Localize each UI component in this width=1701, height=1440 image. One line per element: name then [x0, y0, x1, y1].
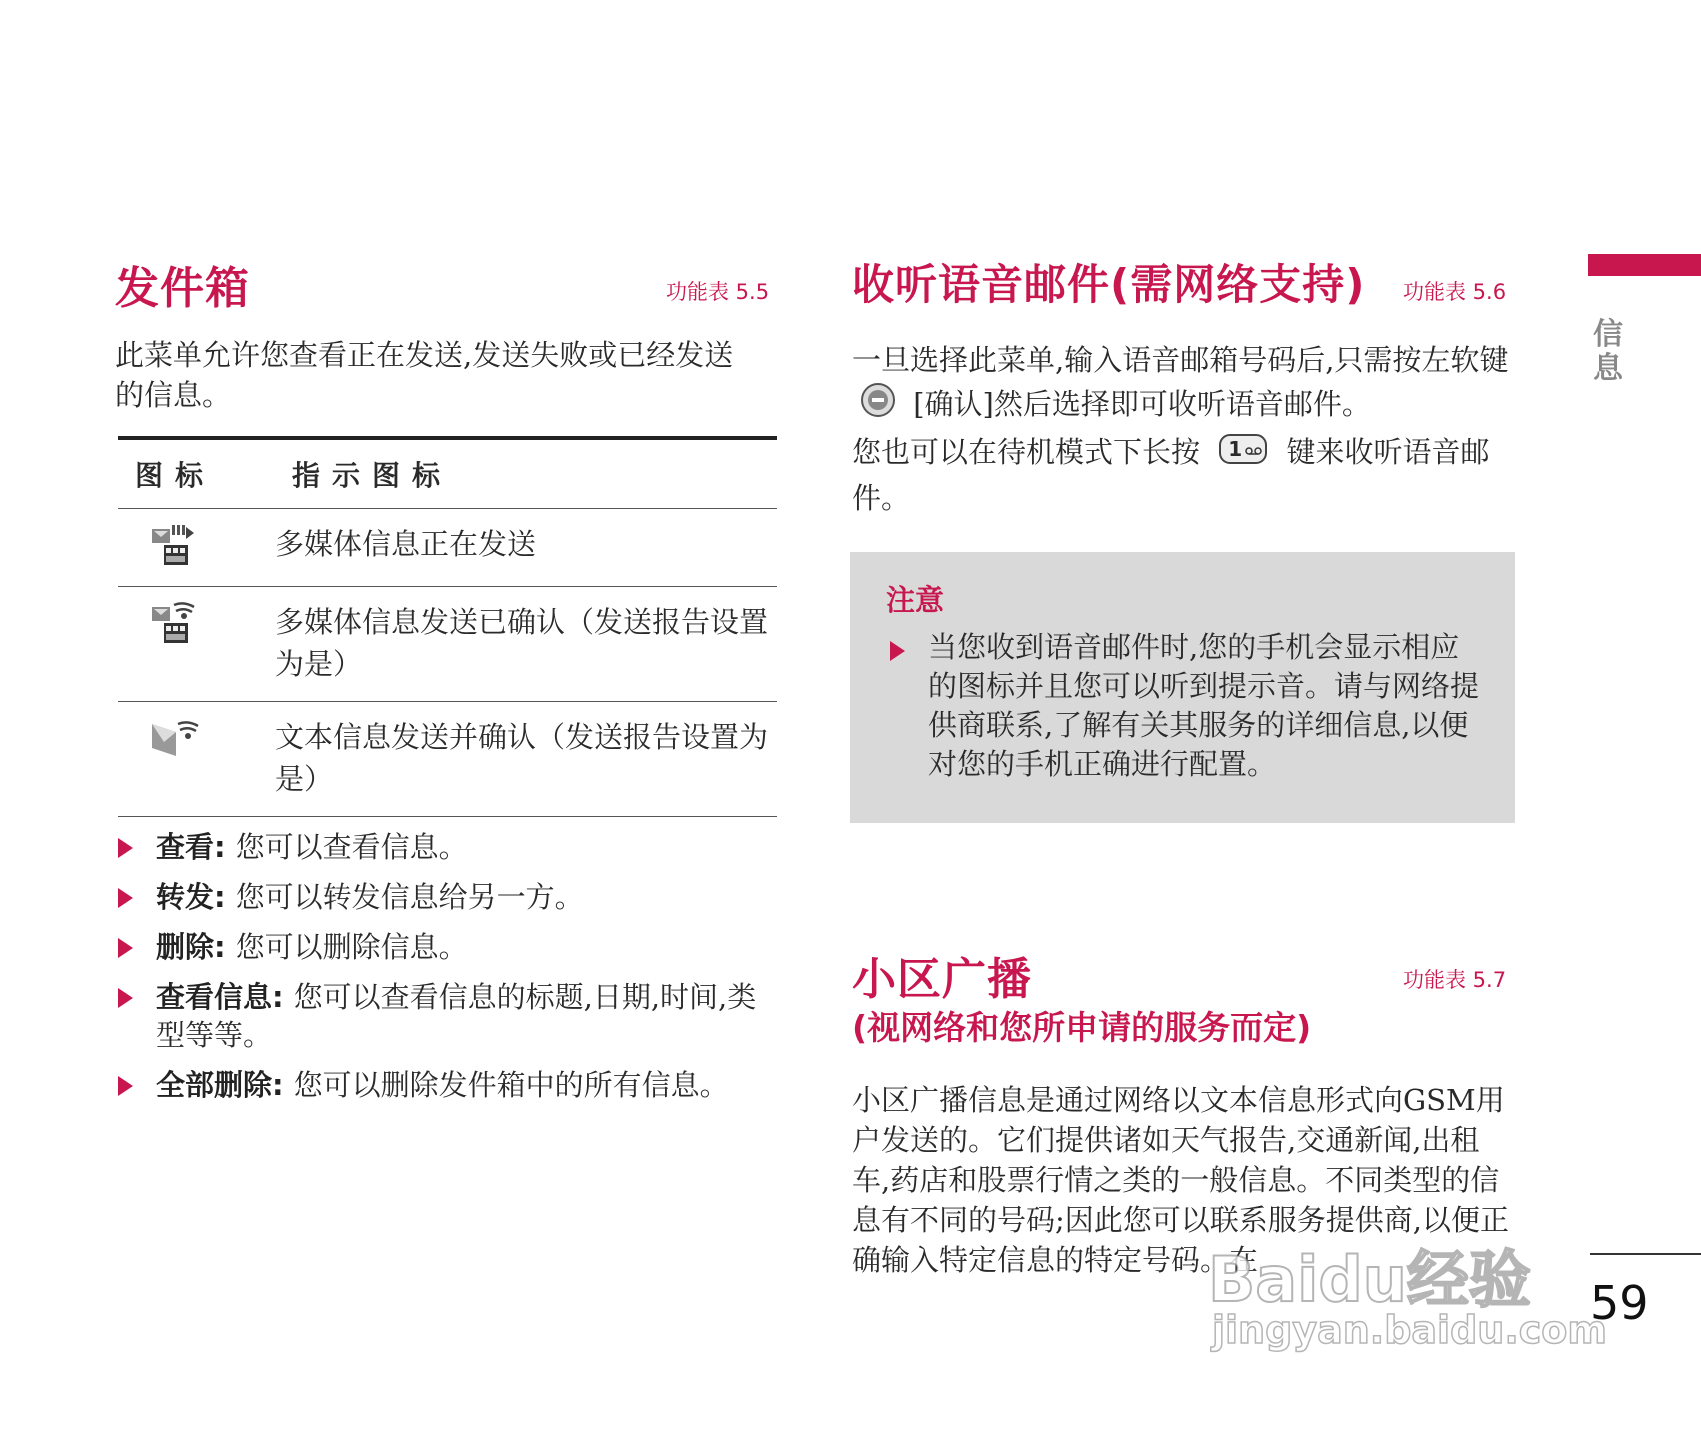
- option-label: 删除:: [156, 930, 226, 964]
- sms-sent-confirmed-icon: [150, 716, 200, 762]
- list-item: [118, 878, 758, 916]
- mms-sending-icon: [150, 523, 196, 569]
- cell-broadcast-menu-ref: 功能表 5.7: [1403, 968, 1507, 992]
- list-item: [118, 978, 758, 1054]
- option-label: 转发:: [156, 880, 226, 914]
- outbox-menu-ref: 功能表 5.5: [666, 280, 770, 304]
- bullet-arrow-icon: [118, 838, 133, 858]
- cell-broadcast-subtitle: (视网络和您所申请的服务而定): [852, 1008, 1312, 1047]
- table-row: [118, 702, 777, 817]
- bullet-arrow-icon: [890, 641, 905, 661]
- table-row: [118, 509, 777, 587]
- table-cell-description: 多媒体信息发送已确认（发送报告设置为是）: [275, 587, 777, 702]
- table-header-icon: 图标: [118, 438, 275, 509]
- option-desc: 您可以删除信息。: [235, 930, 468, 964]
- bullet-arrow-icon: [118, 888, 133, 908]
- option-label: 查看信息:: [156, 980, 284, 1014]
- table-row: [118, 587, 777, 702]
- note-text: 当您收到语音邮件时,您的手机会显示相应的图标并且您可以听到提示音。请与网络提供商联系,了解有关其服务的详细信息,以便对您的手机正确进行配置。: [928, 630, 1480, 781]
- voicemail-text-1: 一旦选择此菜单,输入语音邮箱号码后,只需按左软键: [852, 343, 1509, 377]
- mms-sent-confirmed-icon: [150, 601, 196, 647]
- list-item: [118, 928, 758, 966]
- table-header-indicator: 指示图标: [275, 438, 777, 509]
- voicemail-text-4: 键来收听语音邮件。: [852, 435, 1490, 515]
- option-desc: 您可以删除发件箱中的所有信息。: [293, 1068, 729, 1102]
- option-desc: 您可以查看信息。: [235, 830, 468, 864]
- option-desc: 您可以转发信息给另一方。: [235, 880, 584, 914]
- voicemail-instructions: [852, 338, 1512, 520]
- outbox-options-list: [118, 828, 758, 1116]
- voicemail-text-2: [确认]然后选择即可收听语音邮件。: [913, 387, 1371, 421]
- left-softkey-icon: [860, 382, 896, 430]
- list-item: [118, 828, 758, 866]
- outbox-title: 发件箱: [115, 263, 250, 314]
- bullet-arrow-icon: [118, 938, 133, 958]
- page-number-rule: [1590, 1253, 1701, 1255]
- cell-broadcast-title: 小区广播: [852, 954, 1032, 1005]
- outbox-intro: 此菜单允许您查看正在发送,发送失败或已经发送的信息。: [115, 338, 734, 412]
- voicemail-title: 收听语音邮件(需网络支持): [852, 260, 1366, 309]
- voicemail-menu-ref: 功能表 5.6: [1403, 280, 1507, 304]
- note-title: 注意: [886, 583, 945, 617]
- watermark-brand: Baidu经验: [1208, 1243, 1531, 1316]
- section-tab-label: 信息: [1593, 317, 1623, 386]
- watermark-url: jingyan.baidu.com: [1212, 1308, 1607, 1352]
- voicemail-text-3: 您也可以在待机模式下长按: [852, 435, 1201, 469]
- list-item: [118, 1066, 758, 1104]
- voicemail-key-icon: [1219, 432, 1267, 476]
- option-label: 查看:: [156, 830, 226, 864]
- bullet-arrow-icon: [118, 988, 133, 1008]
- option-desc: 您可以查看信息的标题,日期,时间,类型等等。: [156, 980, 757, 1052]
- table-cell-description: 多媒体信息正在发送: [275, 509, 777, 587]
- option-label: 全部删除:: [156, 1068, 284, 1102]
- page-number: 59: [1590, 1276, 1649, 1330]
- voicemail-key-label: 1: [1228, 437, 1243, 461]
- cell-broadcast-text: 小区广播信息是通过网络以文本信息形式向GSM用户发送的。它们提供诸如天气报告,交通新闻,出租车,药店和股票行情之类的一般信息。不同类型的信息有不同的号码;因此您可以联系服务提供商,以便正确输入特定信息的特定号码。在: [852, 1083, 1509, 1277]
- note-box: [850, 552, 1515, 823]
- bullet-arrow-icon: [118, 1076, 133, 1096]
- table-cell-description: 文本信息发送并确认（发送报告设置为是）: [275, 702, 777, 817]
- section-tab-bar: [1588, 254, 1701, 276]
- status-icon-table: [118, 436, 777, 817]
